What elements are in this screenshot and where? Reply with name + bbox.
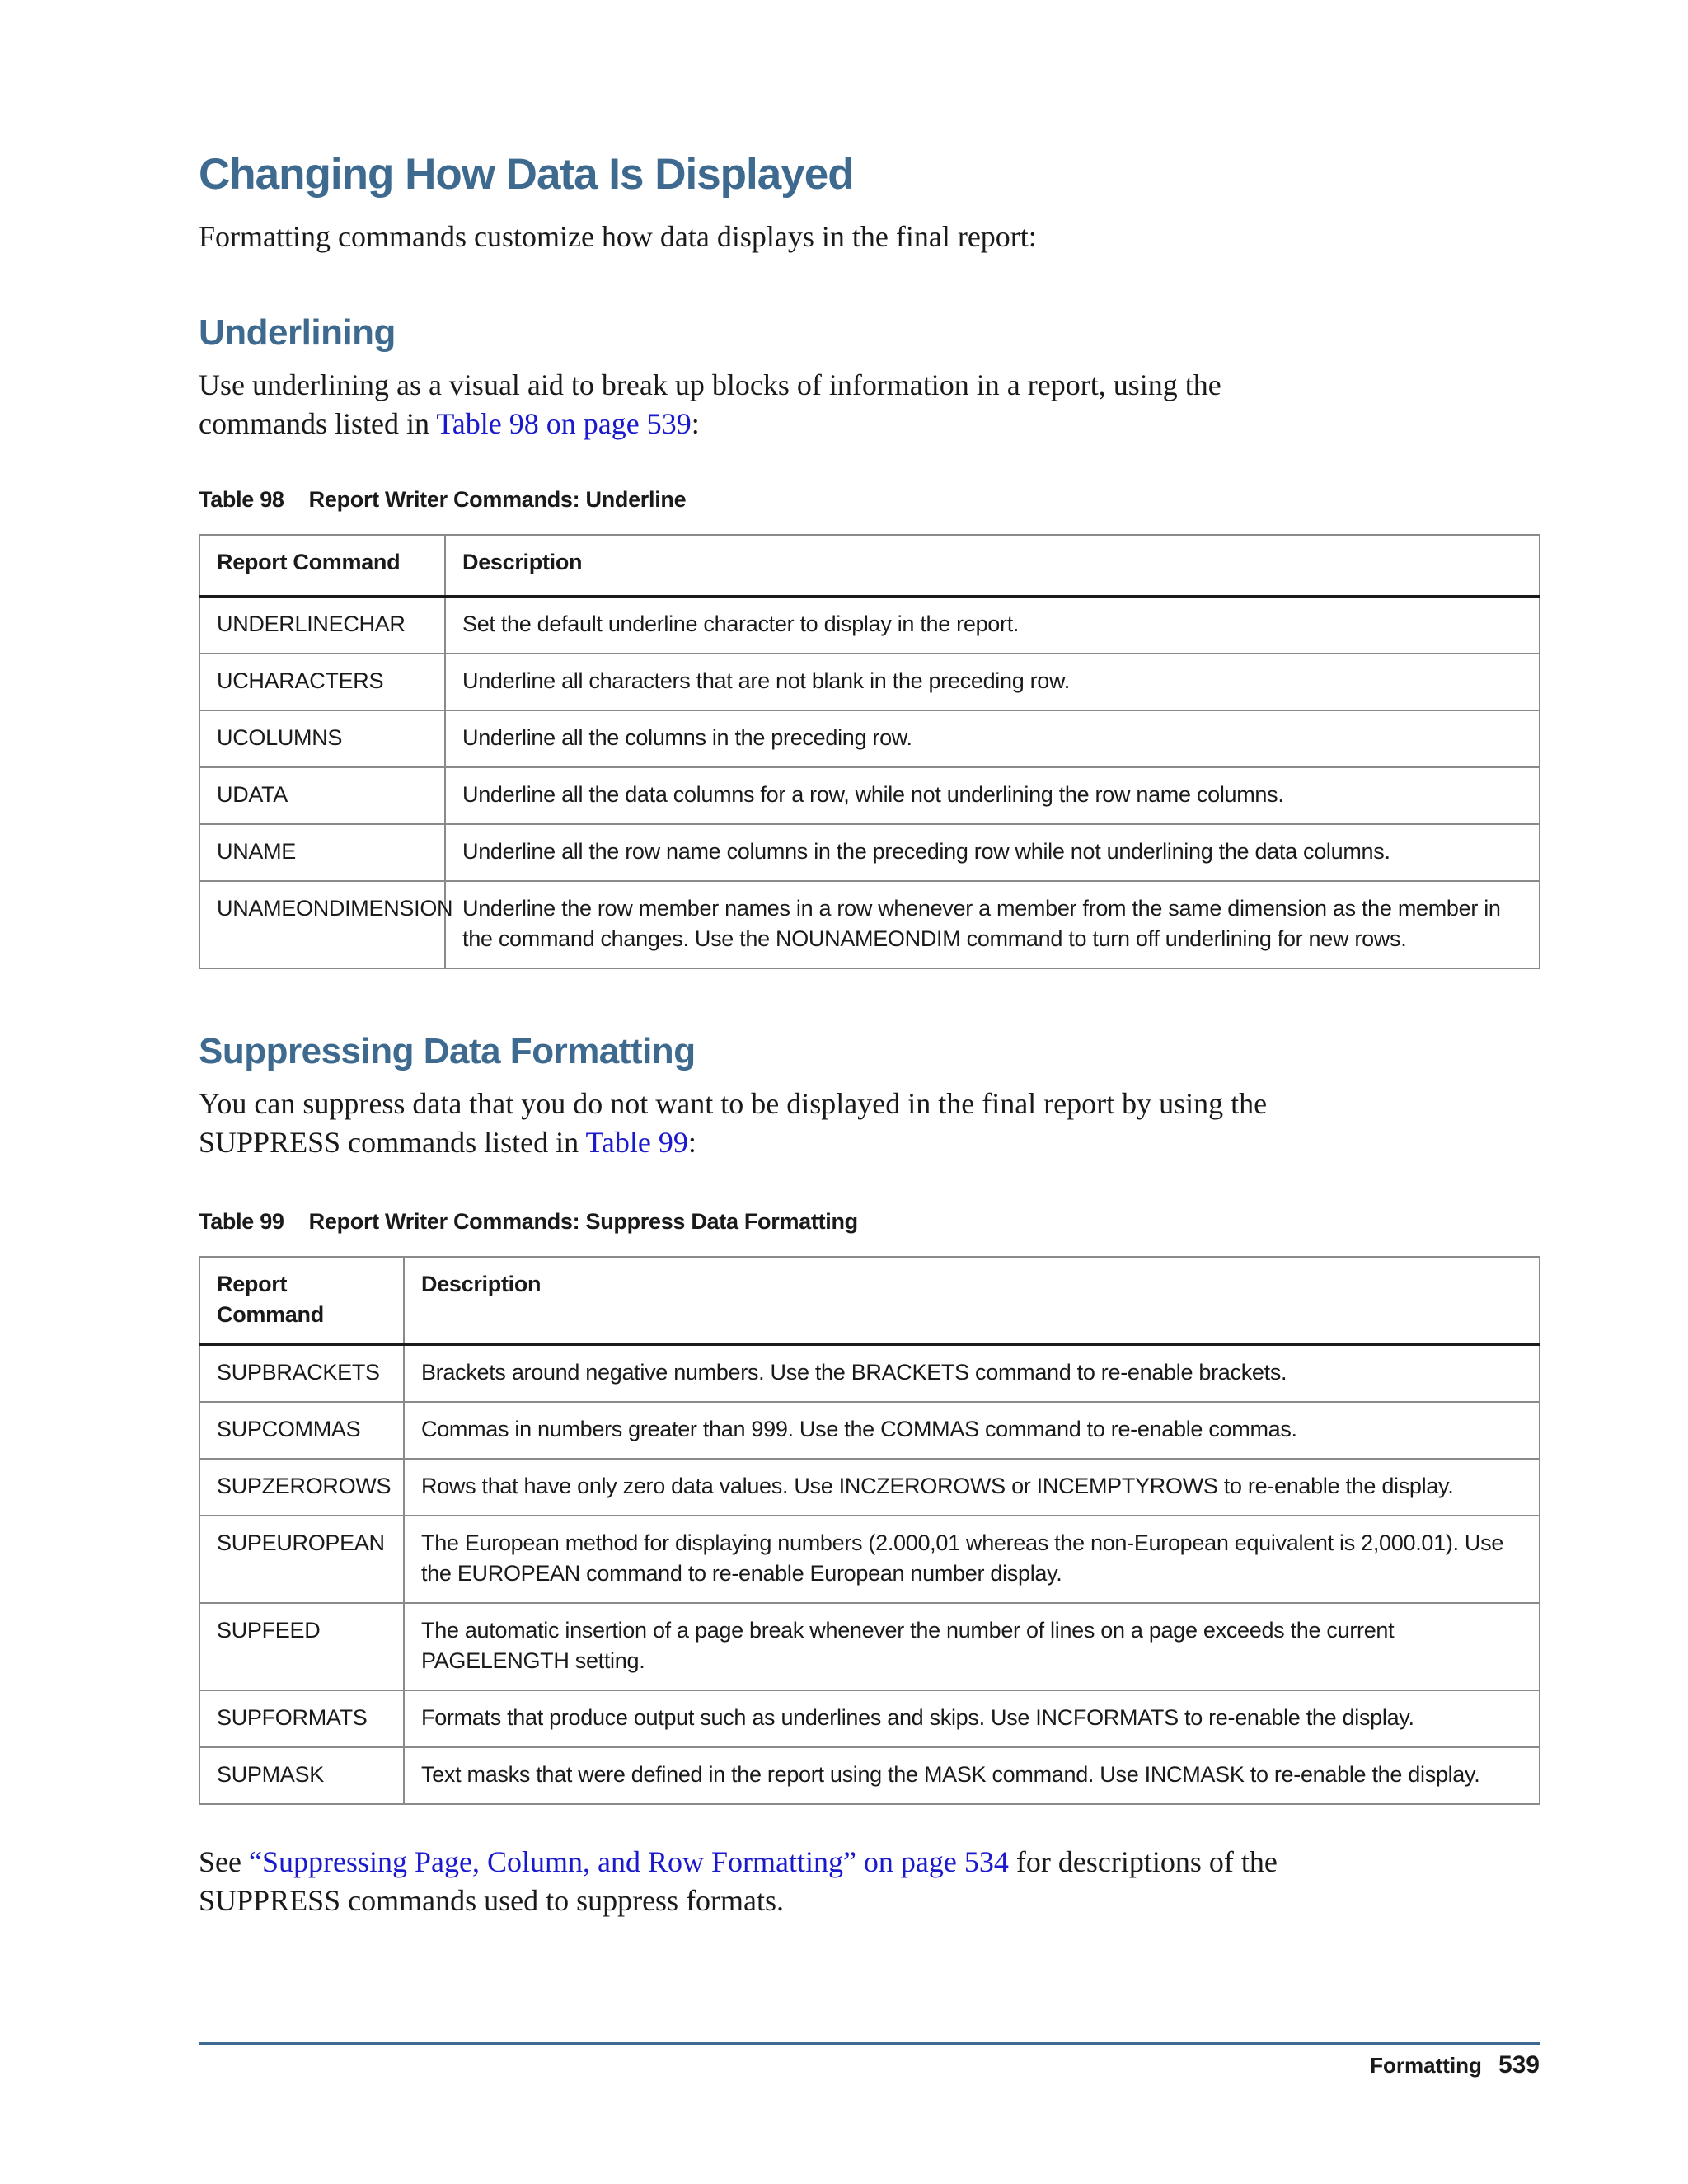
description-cell: Set the default underline character to display in the report. (445, 597, 1540, 654)
see-also-text: SUPPRESS commands used to suppress formats. (199, 1884, 785, 1917)
see-also-text: for descriptions of the (1008, 1845, 1278, 1878)
suppressing-paragraph (199, 1085, 1540, 1162)
description-cell: Underline all the data columns for a row, while not underlining the row name columns. (445, 767, 1540, 824)
table-header-row (199, 1257, 1540, 1345)
table-row (199, 1747, 1540, 1804)
description-cell: Commas in numbers greater than 999. Use the COMMAS command to re-enable commas. (404, 1402, 1540, 1459)
column-header: Report Command (199, 535, 445, 597)
description-cell: Rows that have only zero data values. Use INCZEROROWS or INCEMPTYROWS to re-enable the display. (404, 1459, 1540, 1516)
table98-number: Table 98 (199, 487, 284, 512)
suppressing-text: SUPPRESS commands listed in (199, 1126, 586, 1159)
command-cell: SUPBRACKETS (199, 1345, 404, 1403)
table-row (199, 881, 1540, 968)
page-title: Changing How Data Is Displayed (199, 150, 854, 199)
see-also-paragraph (199, 1843, 1540, 1920)
table-row (199, 654, 1540, 710)
description-cell: The automatic insertion of a page break whenever the number of lines on a page exceeds the current PAGELENGTH setting. (404, 1603, 1540, 1690)
table98-title: Report Writer Commands: Underline (308, 487, 687, 512)
page-footer (1370, 2049, 1540, 2082)
description-cell: Text masks that were defined in the report using the MASK command. Use INCMASK to re-enable the display. (404, 1747, 1540, 1804)
footer-section: Formatting (1370, 2053, 1482, 2078)
command-cell: SUPMASK (199, 1747, 404, 1804)
underlining-text-end: : (691, 407, 700, 440)
description-cell: The European method for displaying numbers (2.000,01 whereas the non-European equivalent is 2,000.01). Use the EUROPEAN command to re-enable European number display. (404, 1516, 1540, 1603)
command-cell: SUPFEED (199, 1603, 404, 1690)
table99 (199, 1256, 1540, 1805)
table98-caption (199, 483, 1540, 516)
command-cell: UNAME (199, 824, 445, 881)
table-header-row (199, 535, 1540, 597)
command-cell: UCHARACTERS (199, 654, 445, 710)
table-row (199, 1402, 1540, 1459)
table-row (199, 1603, 1540, 1690)
description-cell: Formats that produce output such as underlines and skips. Use INCFORMATS to re-enable the display. (404, 1690, 1540, 1747)
column-header: Description (445, 535, 1540, 597)
column-header: Report Command (199, 1257, 404, 1345)
table-row (199, 824, 1540, 881)
table-row (199, 597, 1540, 654)
table-row (199, 1516, 1540, 1603)
description-cell: Underline all the columns in the preceding row. (445, 710, 1540, 767)
table98-link[interactable]: Table 98 on page 539 (436, 407, 692, 440)
suppressing-text: You can suppress data that you do not want to be displayed in the final report by using the (199, 1087, 1268, 1120)
table-row (199, 767, 1540, 824)
column-header: Description (404, 1257, 1540, 1345)
table99-link[interactable]: Table 99 (585, 1126, 688, 1159)
table-row (199, 710, 1540, 767)
document-page (199, 140, 1540, 1920)
footer-rule (199, 2042, 1540, 2045)
command-cell: SUPEUROPEAN (199, 1516, 404, 1603)
see-also-text: See (199, 1845, 249, 1878)
command-cell: UDATA (199, 767, 445, 824)
description-cell: Underline all characters that are not blank in the preceding row. (445, 654, 1540, 710)
underlining-paragraph (199, 366, 1344, 443)
underlining-text: Use underlining as a visual aid to break up blocks of information in a report, using the commands listed in (199, 368, 1221, 440)
command-cell: UNAMEONDIMENSION (199, 881, 445, 968)
table99-title: Report Writer Commands: Suppress Data Formatting (308, 1209, 858, 1234)
underlining-heading: Underlining (199, 312, 396, 353)
table-row (199, 1345, 1540, 1403)
command-cell: UCOLUMNS (199, 710, 445, 767)
command-cell: UNDERLINECHAR (199, 597, 445, 654)
table-row (199, 1459, 1540, 1516)
command-cell: SUPZEROROWS (199, 1459, 404, 1516)
description-cell: Underline the row member names in a row whenever a member from the same dimension as the member in the command changes. Use the NOUNAMEONDIM command to turn off underlining for new rows. (445, 881, 1540, 968)
table99-caption (199, 1205, 1540, 1238)
description-cell: Brackets around negative numbers. Use the BRACKETS command to re-enable brackets. (404, 1345, 1540, 1403)
page-number: 539 (1498, 2051, 1540, 2079)
description-cell: Underline all the row name columns in the preceding row while not underlining the data columns. (445, 824, 1540, 881)
suppressing-formatting-link[interactable]: “Suppressing Page, Column, and Row Formatting” on page 534 (248, 1845, 1009, 1878)
table98 (199, 534, 1540, 969)
suppressing-text-end: : (687, 1126, 696, 1159)
command-cell: SUPFORMATS (199, 1690, 404, 1747)
command-cell: SUPCOMMAS (199, 1402, 404, 1459)
table99-number: Table 99 (199, 1209, 284, 1234)
intro-paragraph: Formatting commands customize how data displays in the final report: (199, 220, 1037, 253)
suppressing-heading: Suppressing Data Formatting (199, 1031, 696, 1071)
table-row (199, 1690, 1540, 1747)
